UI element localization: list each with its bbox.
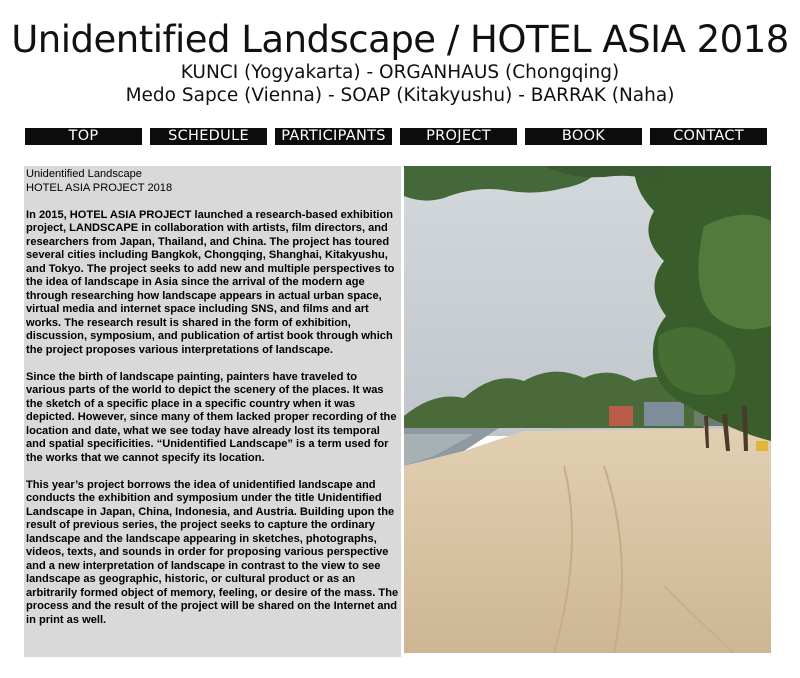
content-subheading: HOTEL ASIA PROJECT 2018 [26,181,173,194]
nav-participants[interactable]: PARTICIPANTS [275,128,392,145]
paragraph-3: This year’s project borrows the idea of unidentified landscape and conducts the exhibition and symposium under the title Unidentified Landscape in Japan, China, Indonesia, and Austria. Building upon the result of previous series, the project seeks to capture the ordinary landscape and the landscape appearing in sketches, photographs, videos, texts, and sounds in order for proposing various perspective and a new interpretation of landscape in contrast to the view to see landscape as geographic, historic, or cultural product or as an arbitrarily formed object of memory, feeling, or desire of the mass. The process and the result of the project will be shared on the Internet and in print as well. [26,478,399,626]
nav-top[interactable]: TOP [25,128,142,145]
nav-book[interactable]: BOOK [525,128,642,145]
content-heading: Unidentified Landscape [26,168,142,180]
project-description [24,166,401,657]
partners-line-2: Medo Sapce (Vienna) - SOAP (Kitakyushu) - BARRAK (Naha) [125,85,675,106]
nav-contact[interactable]: CONTACT [650,128,767,145]
beach-photo [404,166,771,653]
paragraph-2: Since the birth of landscape painting, painters have traveled to various parts of the world to depict the scenery of the places. It was the sketch of a specific place in a specific country when it was depicted. However, since many of them lacked proper recording of the location and date, what we see today have already lost its temporal and spatial specificities. “Unidentified Landscape” is a term used for the works that we cannot specify its location. [26,370,397,464]
partners-line-1: KUNCI (Yogyakarta) - ORGANHAUS (Chongqing) [180,62,620,83]
main-nav [0,128,800,145]
nav-project[interactable]: PROJECT [400,128,517,145]
site-title: Unidentified Landscape / HOTEL ASIA 2018 [11,18,789,61]
nav-schedule[interactable]: SCHEDULE [150,128,267,145]
paragraph-1: In 2015, HOTEL ASIA PROJECT launched a research-based exhibition project, LANDSCAPE in collaboration with artists, film directors, and researchers from Japan, Thailand, and China. The project has toured several cities including Bangkok, Chongqing, Shanghai, Kitakyushu, and Tokyo. The project seeks to add new and multiple perspectives to the idea of landscape in Asia since the arrival of the modern age through researching how landscape appears in actual urban space, virtual media and internet space including SNS, and films and art works. The research result is shared in the form of exhibition, discussion, symposium, and publication of artist book through which the project proposes various interpretations of landscape. [26,208,395,356]
